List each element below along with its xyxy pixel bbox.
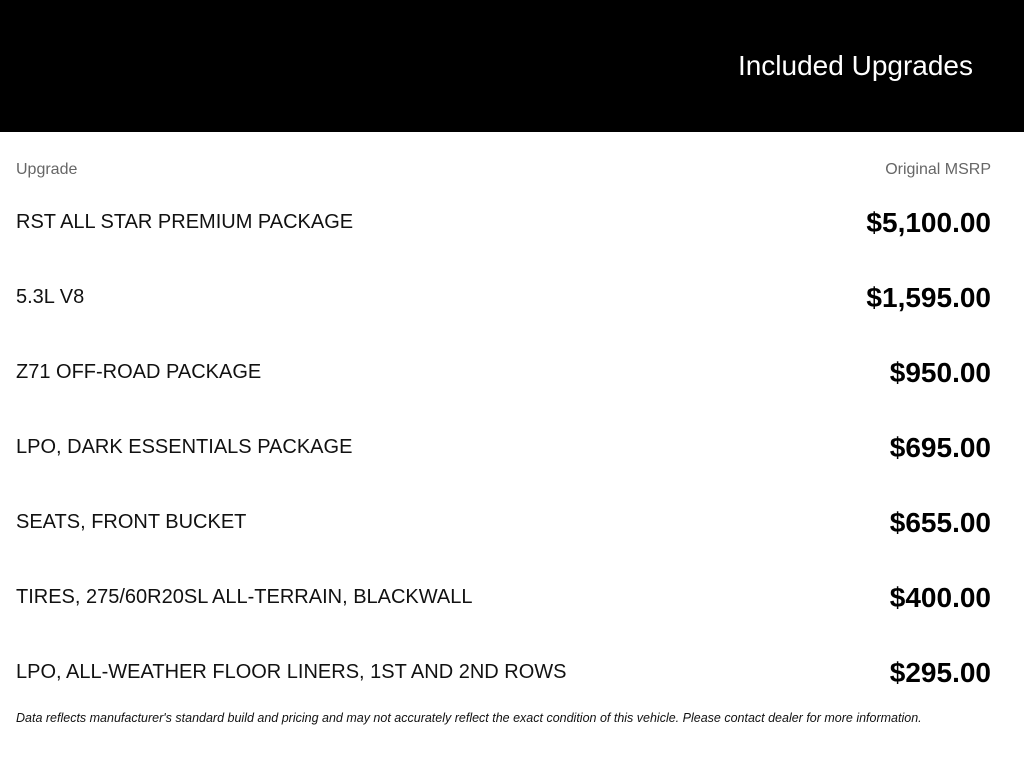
- upgrade-price: $295.00: [889, 656, 991, 688]
- upgrade-row: [16, 260, 991, 335]
- table-column-headers: [16, 160, 991, 180]
- column-header-msrp: Original MSRP: [885, 161, 991, 178]
- upgrade-price: $950.00: [889, 356, 991, 388]
- upgrade-row: [16, 560, 991, 635]
- upgrade-price: $1,595.00: [866, 281, 991, 313]
- disclaimer-text: Data reflects manufacturer's standard build and pricing and may not accurately reflect the exact condition of this vehicle. Please contact dealer for more information.: [16, 711, 922, 725]
- header-banner: [0, 0, 1024, 132]
- upgrade-row: [16, 635, 991, 710]
- column-header-upgrade: Upgrade: [16, 161, 78, 178]
- upgrade-name: TIRES, 275/60R20SL ALL-TERRAIN, BLACKWALL: [16, 586, 473, 608]
- upgrade-row: [16, 335, 991, 410]
- upgrade-row: [16, 485, 991, 560]
- upgrade-price: $400.00: [889, 581, 991, 613]
- page-title: Included Upgrades: [737, 50, 973, 81]
- upgrade-name: Z71 OFF-ROAD PACKAGE: [16, 361, 262, 383]
- upgrade-name: LPO, ALL-WEATHER FLOOR LINERS, 1ST AND 2ND ROWS: [16, 661, 567, 683]
- upgrade-row: [16, 185, 991, 260]
- upgrade-price: $655.00: [889, 506, 991, 538]
- upgrade-name: RST ALL STAR PREMIUM PACKAGE: [16, 211, 354, 233]
- upgrades-list: [16, 185, 991, 710]
- upgrade-row: [16, 410, 991, 485]
- upgrade-name: 5.3L V8: [16, 286, 85, 308]
- upgrade-name: SEATS, FRONT BUCKET: [16, 511, 247, 533]
- upgrade-name: LPO, DARK ESSENTIALS PACKAGE: [16, 436, 353, 458]
- upgrade-price: $695.00: [889, 431, 991, 463]
- upgrade-price: $5,100.00: [866, 206, 991, 238]
